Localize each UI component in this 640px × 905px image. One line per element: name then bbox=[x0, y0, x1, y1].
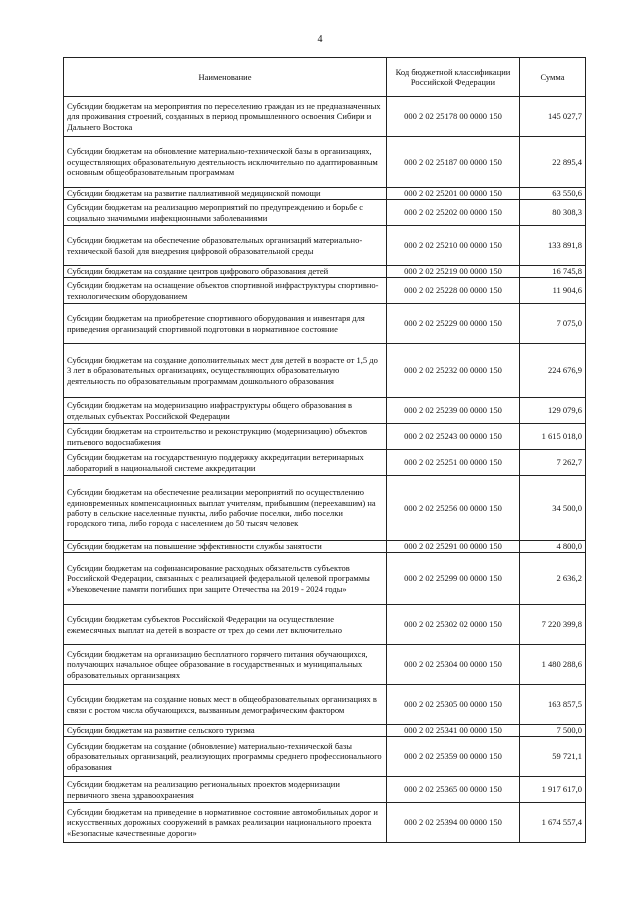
row-code: 000 2 02 25291 00 0000 150 bbox=[387, 541, 520, 553]
page-number: 4 bbox=[317, 34, 323, 45]
row-code: 000 2 02 25304 00 0000 150 bbox=[387, 645, 520, 685]
row-code: 000 2 02 25359 00 0000 150 bbox=[387, 737, 520, 777]
row-name: Субсидии бюджетам на реализацию мероприятий по предупреждению и борьбе с социально значимыми инфекционными заболеваниями bbox=[64, 200, 387, 226]
row-name: Субсидии бюджетам на государственную поддержку аккредитации ветеринарных лабораторий в национальной системе аккредитации bbox=[64, 450, 387, 476]
row-name: Субсидии бюджетам на создание новых мест в общеобразовательных организациях в связи с ростом числа обучающихся, вызванным демографическим фактором bbox=[64, 685, 387, 725]
row-sum: 34 500,0 bbox=[520, 476, 586, 541]
table-header-row bbox=[64, 58, 586, 97]
row-sum: 63 550,6 bbox=[520, 188, 586, 200]
row-name: Субсидии бюджетам на создание (обновление) материально-технической базы образовательных организаций, реализующих программы среднего профессионального образования bbox=[64, 737, 387, 777]
row-sum: 7 262,7 bbox=[520, 450, 586, 476]
row-sum: 22 895,4 bbox=[520, 137, 586, 188]
table-row bbox=[64, 450, 586, 476]
row-code: 000 2 02 25394 00 0000 150 bbox=[387, 803, 520, 843]
row-sum: 1 615 018,0 bbox=[520, 424, 586, 450]
row-sum: 7 220 399,8 bbox=[520, 605, 586, 645]
row-code: 000 2 02 25341 00 0000 150 bbox=[387, 725, 520, 737]
row-sum: 163 857,5 bbox=[520, 685, 586, 725]
table-row bbox=[64, 188, 586, 200]
row-sum: 11 904,6 bbox=[520, 278, 586, 304]
row-name: Субсидии бюджетам на развитие сельского туризма bbox=[64, 725, 387, 737]
row-name: Субсидии бюджетам на обновление материально-технической базы в организациях, осуществляющих образовательную деятельность исключительно по адаптированным основным общеобразовательным программам bbox=[64, 137, 387, 188]
row-code: 000 2 02 25210 00 0000 150 bbox=[387, 226, 520, 266]
table-row bbox=[64, 266, 586, 278]
row-code: 000 2 02 25201 00 0000 150 bbox=[387, 188, 520, 200]
row-sum: 224 676,9 bbox=[520, 344, 586, 398]
row-code: 000 2 02 25232 00 0000 150 bbox=[387, 344, 520, 398]
table-row bbox=[64, 737, 586, 777]
row-name: Субсидии бюджетам на организацию бесплатного горячего питания обучающихся, получающих начальное общее образование в государственных и муниципальных образовательных организациях bbox=[64, 645, 387, 685]
table-row bbox=[64, 304, 586, 344]
row-name: Субсидии бюджетам на повышение эффективности службы занятости bbox=[64, 541, 387, 553]
table-row bbox=[64, 605, 586, 645]
table-row bbox=[64, 137, 586, 188]
row-name: Субсидии бюджетам на софинансирование расходных обязательств субъектов Российской Федерации, связанных с реализацией федеральной целевой программы «Увековечение памяти погибших при защите Отечества на 2019 - 2024 годы» bbox=[64, 553, 387, 605]
budget-table bbox=[63, 57, 586, 843]
row-code: 000 2 02 25305 00 0000 150 bbox=[387, 685, 520, 725]
row-code: 000 2 02 25299 00 0000 150 bbox=[387, 553, 520, 605]
row-code: 000 2 02 25202 00 0000 150 bbox=[387, 200, 520, 226]
row-name: Субсидии бюджетам на мероприятия по переселению граждан из не предназначенных для проживания строений, созданных в период промышленного освоения Сибири и Дальнего Востока bbox=[64, 97, 387, 137]
header-name: Наименование bbox=[64, 58, 387, 97]
row-code: 000 2 02 25239 00 0000 150 bbox=[387, 398, 520, 424]
row-sum: 1 674 557,4 bbox=[520, 803, 586, 843]
table-row bbox=[64, 725, 586, 737]
row-sum: 129 079,6 bbox=[520, 398, 586, 424]
table-row bbox=[64, 424, 586, 450]
row-code: 000 2 02 25256 00 0000 150 bbox=[387, 476, 520, 541]
row-name: Субсидии бюджетам на оснащение объектов спортивной инфраструктуры спортивно-технологическим оборудованием bbox=[64, 278, 387, 304]
row-name: Субсидии бюджетам субъектов Российской Федерации на осуществление ежемесячных выплат на детей в возрасте от трех до семи лет включительно bbox=[64, 605, 387, 645]
row-name: Субсидии бюджетам на создание дополнительных мест для детей в возрасте от 1,5 до 3 лет в образовательных организациях, осуществляющих образовательную деятельность по образовательным программам дошкольного образования bbox=[64, 344, 387, 398]
row-sum: 4 800,0 bbox=[520, 541, 586, 553]
row-sum: 7 075,0 bbox=[520, 304, 586, 344]
row-sum: 80 308,3 bbox=[520, 200, 586, 226]
table-row bbox=[64, 541, 586, 553]
row-sum: 2 636,2 bbox=[520, 553, 586, 605]
table-row bbox=[64, 200, 586, 226]
row-sum: 7 500,0 bbox=[520, 725, 586, 737]
row-code: 000 2 02 25229 00 0000 150 bbox=[387, 304, 520, 344]
header-sum: Сумма bbox=[520, 58, 586, 97]
row-code: 000 2 02 25365 00 0000 150 bbox=[387, 777, 520, 803]
row-code: 000 2 02 25178 00 0000 150 bbox=[387, 97, 520, 137]
table-row bbox=[64, 226, 586, 266]
row-sum: 16 745,8 bbox=[520, 266, 586, 278]
row-name: Субсидии бюджетам на приобретение спортивного оборудования и инвентаря для приведения организаций спортивной подготовки в нормативное состояние bbox=[64, 304, 387, 344]
row-code: 000 2 02 25187 00 0000 150 bbox=[387, 137, 520, 188]
row-code: 000 2 02 25219 00 0000 150 bbox=[387, 266, 520, 278]
table-row bbox=[64, 398, 586, 424]
row-sum: 145 027,7 bbox=[520, 97, 586, 137]
row-code: 000 2 02 25243 00 0000 150 bbox=[387, 424, 520, 450]
table-row bbox=[64, 777, 586, 803]
row-code: 000 2 02 25251 00 0000 150 bbox=[387, 450, 520, 476]
table-row bbox=[64, 645, 586, 685]
row-name: Субсидии бюджетам на модернизацию инфраструктуры общего образования в отдельных субъектах Российской Федерации bbox=[64, 398, 387, 424]
table-row bbox=[64, 476, 586, 541]
row-sum: 59 721,1 bbox=[520, 737, 586, 777]
row-name: Субсидии бюджетам на обеспечение образовательных организаций материально-технической базой для внедрения цифровой образовательной среды bbox=[64, 226, 387, 266]
header-code: Код бюджетной классификации Российской Федерации bbox=[387, 58, 520, 97]
row-code: 000 2 02 25228 00 0000 150 bbox=[387, 278, 520, 304]
table-row bbox=[64, 553, 586, 605]
row-sum: 1 480 288,6 bbox=[520, 645, 586, 685]
table-row bbox=[64, 344, 586, 398]
row-name: Субсидии бюджетам на развитие паллиативной медицинской помощи bbox=[64, 188, 387, 200]
row-sum: 133 891,8 bbox=[520, 226, 586, 266]
row-name: Субсидии бюджетам на реализацию региональных проектов модернизации первичного звена здравоохранения bbox=[64, 777, 387, 803]
row-name: Субсидии бюджетам на создание центров цифрового образования детей bbox=[64, 266, 387, 278]
table-row bbox=[64, 803, 586, 843]
row-sum: 1 917 617,0 bbox=[520, 777, 586, 803]
row-name: Субсидии бюджетам на обеспечение реализации мероприятий по осуществлению единовременных компенсационных выплат учителям, прибывшим (переехавшим) на работу в сельские населенные пункты, либо рабочие поселки, либо поселки городского типа, либо города с населением до 50 тысяч человек bbox=[64, 476, 387, 541]
table-row bbox=[64, 685, 586, 725]
table-row bbox=[64, 97, 586, 137]
row-code: 000 2 02 25302 02 0000 150 bbox=[387, 605, 520, 645]
row-name: Субсидии бюджетам на строительство и реконструкцию (модернизацию) объектов питьевого водоснабжения bbox=[64, 424, 387, 450]
row-name: Субсидии бюджетам на приведение в нормативное состояние автомобильных дорог и искусственных дорожных сооружений в рамках реализации национального проекта «Безопасные качественные дороги» bbox=[64, 803, 387, 843]
table-row bbox=[64, 278, 586, 304]
